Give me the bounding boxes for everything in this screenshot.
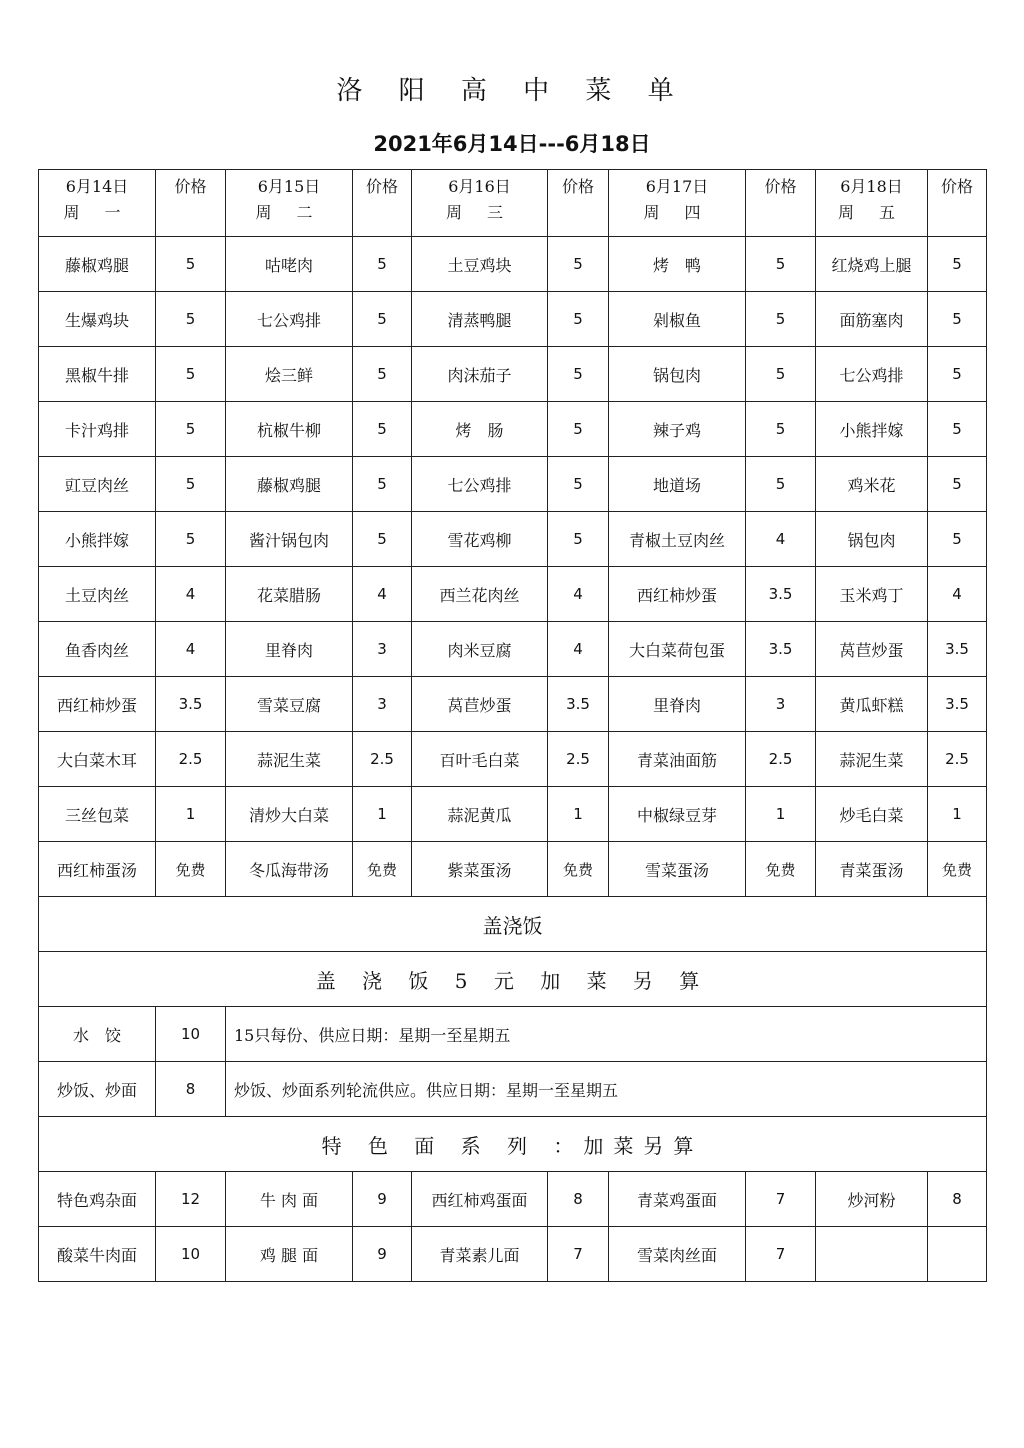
dish-price: 1 bbox=[928, 787, 987, 842]
day-weekday: 周 一 bbox=[63, 203, 131, 222]
dish-name: 烤 肠 bbox=[412, 402, 548, 457]
dish-name: 红烧鸡上腿 bbox=[816, 237, 928, 292]
item-price: 10 bbox=[156, 1007, 226, 1062]
section-row bbox=[39, 1117, 987, 1172]
day-weekday: 周 五 bbox=[837, 203, 906, 222]
dish-name: 莴苣炒蛋 bbox=[816, 622, 928, 677]
dish-price: 免费 bbox=[746, 842, 816, 897]
noodle-section-heading: 特 色 面 系 列 ：加菜另算 bbox=[39, 1117, 987, 1172]
day-date: 6月14日 bbox=[65, 177, 129, 196]
dish-price: 2.5 bbox=[353, 732, 412, 787]
dish-price: 1 bbox=[353, 787, 412, 842]
table-row bbox=[39, 347, 987, 402]
dish-name: 肉米豆腐 bbox=[412, 622, 548, 677]
dish-price: 2.5 bbox=[746, 732, 816, 787]
dish-price: 9 bbox=[353, 1172, 412, 1227]
dish-price: 5 bbox=[353, 402, 412, 457]
table-row bbox=[39, 512, 987, 567]
header-row bbox=[39, 170, 987, 237]
dish-name: 面筋塞肉 bbox=[816, 292, 928, 347]
dish-price: 4 bbox=[928, 567, 987, 622]
dish-name: 锅包肉 bbox=[609, 347, 746, 402]
menu-table bbox=[38, 169, 987, 1282]
dish-price: 1 bbox=[156, 787, 226, 842]
day-date: 6月17日 bbox=[645, 177, 709, 196]
item-description: 15只每份、供应日期：星期一至星期五 bbox=[226, 1007, 987, 1062]
day-weekday: 周 三 bbox=[445, 203, 514, 222]
dish-name: 雪菜蛋汤 bbox=[609, 842, 746, 897]
dish-name: 酸菜牛肉面 bbox=[39, 1227, 156, 1282]
dish-price: 5 bbox=[353, 292, 412, 347]
dish-name: 蒜泥生菜 bbox=[226, 732, 353, 787]
dish-price: 3.5 bbox=[548, 677, 609, 732]
dish-price: 免费 bbox=[548, 842, 609, 897]
dish-price: 5 bbox=[548, 457, 609, 512]
dish-name: 中椒绿豆芽 bbox=[609, 787, 746, 842]
page-title: 洛 阳 高 中 菜 单 bbox=[336, 76, 688, 106]
table-row bbox=[39, 622, 987, 677]
dish-name: 大白菜木耳 bbox=[39, 732, 156, 787]
dish-price: 5 bbox=[928, 457, 987, 512]
dish-price: 5 bbox=[548, 347, 609, 402]
table-row bbox=[39, 677, 987, 732]
dish-name: 黄瓜虾糕 bbox=[816, 677, 928, 732]
table-row bbox=[39, 1172, 987, 1227]
dish-price: 5 bbox=[353, 512, 412, 567]
dish-name: 炒河粉 bbox=[816, 1172, 928, 1227]
dish-name: 青菜油面筋 bbox=[609, 732, 746, 787]
dish-price: 1 bbox=[548, 787, 609, 842]
dish-name: 西红柿炒蛋 bbox=[609, 567, 746, 622]
dish-price: 2.5 bbox=[548, 732, 609, 787]
dish-name: 七公鸡排 bbox=[412, 457, 548, 512]
dish-name: 莴苣炒蛋 bbox=[412, 677, 548, 732]
rice-section-heading: 盖浇饭 bbox=[39, 897, 987, 952]
dish-name bbox=[816, 1227, 928, 1282]
price-header: 价格 bbox=[928, 170, 987, 237]
table-row bbox=[39, 787, 987, 842]
dish-price: 7 bbox=[746, 1227, 816, 1282]
dish-name: 清炒大白菜 bbox=[226, 787, 353, 842]
dish-price: 5 bbox=[746, 292, 816, 347]
table-row bbox=[39, 237, 987, 292]
dish-name: 西红柿鸡蛋面 bbox=[412, 1172, 548, 1227]
dish-price: 4 bbox=[548, 567, 609, 622]
table-row bbox=[39, 292, 987, 347]
dish-price bbox=[928, 1227, 987, 1282]
dish-name: 鱼香肉丝 bbox=[39, 622, 156, 677]
table-row bbox=[39, 402, 987, 457]
dish-name: 辣子鸡 bbox=[609, 402, 746, 457]
dish-name: 青菜蛋汤 bbox=[816, 842, 928, 897]
table-row bbox=[39, 1007, 987, 1062]
dish-price: 5 bbox=[746, 237, 816, 292]
dish-name: 牛 肉 面 bbox=[226, 1172, 353, 1227]
dish-name: 卡汁鸡排 bbox=[39, 402, 156, 457]
day-date: 6月16日 bbox=[448, 177, 511, 196]
price-header: 价格 bbox=[746, 170, 816, 237]
dish-price: 5 bbox=[928, 292, 987, 347]
dish-name: 西红柿蛋汤 bbox=[39, 842, 156, 897]
dish-price: 5 bbox=[353, 237, 412, 292]
dish-price: 3.5 bbox=[928, 622, 987, 677]
dish-price: 5 bbox=[746, 402, 816, 457]
day-header bbox=[816, 170, 928, 237]
day-header bbox=[609, 170, 746, 237]
dish-name: 雪菜肉丝面 bbox=[609, 1227, 746, 1282]
dish-price: 8 bbox=[548, 1172, 609, 1227]
dish-name: 七公鸡排 bbox=[816, 347, 928, 402]
dish-name: 青菜素儿面 bbox=[412, 1227, 548, 1282]
dish-name: 三丝包菜 bbox=[39, 787, 156, 842]
dish-name: 西红柿炒蛋 bbox=[39, 677, 156, 732]
dish-name: 豇豆肉丝 bbox=[39, 457, 156, 512]
dish-price: 3 bbox=[353, 622, 412, 677]
date-range: 2021年6月14日---6月18日 bbox=[373, 132, 651, 156]
dish-price: 5 bbox=[928, 347, 987, 402]
dish-price: 9 bbox=[353, 1227, 412, 1282]
dish-name: 小熊拌嫁 bbox=[816, 402, 928, 457]
dish-name: 雪菜豆腐 bbox=[226, 677, 353, 732]
dish-price: 5 bbox=[156, 292, 226, 347]
dish-price: 5 bbox=[746, 457, 816, 512]
dish-name: 蒜泥黄瓜 bbox=[412, 787, 548, 842]
dish-name: 百叶毛白菜 bbox=[412, 732, 548, 787]
dish-price: 免费 bbox=[353, 842, 412, 897]
rice-section-note: 盖 浇 饭 5 元 加 菜 另 算 bbox=[39, 952, 987, 1007]
day-date: 6月18日 bbox=[840, 177, 903, 196]
dish-name: 咕咾肉 bbox=[226, 237, 353, 292]
day-date: 6月15日 bbox=[257, 177, 321, 196]
day-header bbox=[226, 170, 353, 237]
dish-price: 5 bbox=[928, 512, 987, 567]
day-weekday: 周 二 bbox=[255, 203, 323, 222]
dish-price: 5 bbox=[548, 402, 609, 457]
dish-price: 10 bbox=[156, 1227, 226, 1282]
dish-name: 烤 鸭 bbox=[609, 237, 746, 292]
day-weekday: 周 四 bbox=[643, 203, 711, 222]
dish-price: 5 bbox=[156, 237, 226, 292]
item-description: 炒饭、炒面系列轮流供应。供应日期：星期一至星期五 bbox=[226, 1062, 987, 1117]
dish-price: 免费 bbox=[156, 842, 226, 897]
table-row bbox=[39, 567, 987, 622]
dish-price: 1 bbox=[746, 787, 816, 842]
dish-price: 5 bbox=[156, 512, 226, 567]
dish-price: 5 bbox=[156, 457, 226, 512]
dish-name: 玉米鸡丁 bbox=[816, 567, 928, 622]
dish-name: 清蒸鸭腿 bbox=[412, 292, 548, 347]
dish-name: 青菜鸡蛋面 bbox=[609, 1172, 746, 1227]
dish-name: 特色鸡杂面 bbox=[39, 1172, 156, 1227]
dish-price: 3.5 bbox=[746, 567, 816, 622]
dish-price: 3 bbox=[353, 677, 412, 732]
dish-price: 5 bbox=[928, 237, 987, 292]
dish-price: 7 bbox=[548, 1227, 609, 1282]
table-row bbox=[39, 457, 987, 512]
dish-name: 冬瓜海带汤 bbox=[226, 842, 353, 897]
day-header bbox=[39, 170, 156, 237]
dish-price: 4 bbox=[156, 567, 226, 622]
dish-price: 3.5 bbox=[746, 622, 816, 677]
dish-name: 杭椒牛柳 bbox=[226, 402, 353, 457]
day-header bbox=[412, 170, 548, 237]
dish-name: 七公鸡排 bbox=[226, 292, 353, 347]
section-row bbox=[39, 952, 987, 1007]
dish-price: 5 bbox=[353, 457, 412, 512]
dish-name: 酱汁锅包肉 bbox=[226, 512, 353, 567]
dish-price: 3.5 bbox=[156, 677, 226, 732]
item-name: 水 饺 bbox=[39, 1007, 156, 1062]
dish-name: 花菜腊肠 bbox=[226, 567, 353, 622]
dish-name: 西兰花肉丝 bbox=[412, 567, 548, 622]
dish-name: 鸡米花 bbox=[816, 457, 928, 512]
item-name: 炒饭、炒面 bbox=[39, 1062, 156, 1117]
dish-name: 烩三鲜 bbox=[226, 347, 353, 402]
dish-price: 3.5 bbox=[928, 677, 987, 732]
dish-price: 3 bbox=[746, 677, 816, 732]
dish-price: 4 bbox=[746, 512, 816, 567]
price-header: 价格 bbox=[156, 170, 226, 237]
dish-name: 藤椒鸡腿 bbox=[226, 457, 353, 512]
dish-price: 5 bbox=[353, 347, 412, 402]
dish-price: 5 bbox=[548, 237, 609, 292]
dish-name: 剁椒鱼 bbox=[609, 292, 746, 347]
dish-name: 黑椒牛排 bbox=[39, 347, 156, 402]
item-price: 8 bbox=[156, 1062, 226, 1117]
dish-price: 2.5 bbox=[928, 732, 987, 787]
dish-name: 紫菜蛋汤 bbox=[412, 842, 548, 897]
dish-name: 雪花鸡柳 bbox=[412, 512, 548, 567]
dish-price: 4 bbox=[156, 622, 226, 677]
dish-name: 里脊肉 bbox=[609, 677, 746, 732]
dish-price: 免费 bbox=[928, 842, 987, 897]
dish-price: 12 bbox=[156, 1172, 226, 1227]
dish-name: 地道场 bbox=[609, 457, 746, 512]
dish-name: 炒毛白菜 bbox=[816, 787, 928, 842]
dish-price: 4 bbox=[353, 567, 412, 622]
dish-price: 4 bbox=[548, 622, 609, 677]
dish-price: 5 bbox=[156, 402, 226, 457]
dish-price: 5 bbox=[928, 402, 987, 457]
dish-name: 里脊肉 bbox=[226, 622, 353, 677]
dish-name: 土豆肉丝 bbox=[39, 567, 156, 622]
dish-name: 蒜泥生菜 bbox=[816, 732, 928, 787]
dish-name: 肉沫茄子 bbox=[412, 347, 548, 402]
dish-price: 2.5 bbox=[156, 732, 226, 787]
section-row bbox=[39, 897, 987, 952]
dish-name: 大白菜荷包蛋 bbox=[609, 622, 746, 677]
table-row bbox=[39, 1227, 987, 1282]
dish-name: 锅包肉 bbox=[816, 512, 928, 567]
dish-price: 5 bbox=[156, 347, 226, 402]
dish-price: 8 bbox=[928, 1172, 987, 1227]
dish-name: 土豆鸡块 bbox=[412, 237, 548, 292]
table-row bbox=[39, 732, 987, 787]
table-row bbox=[39, 842, 987, 897]
dish-price: 5 bbox=[746, 347, 816, 402]
price-header: 价格 bbox=[548, 170, 609, 237]
dish-price: 7 bbox=[746, 1172, 816, 1227]
dish-name: 小熊拌嫁 bbox=[39, 512, 156, 567]
table-row bbox=[39, 1062, 987, 1117]
dish-name: 鸡 腿 面 bbox=[226, 1227, 353, 1282]
dish-price: 5 bbox=[548, 292, 609, 347]
dish-name: 生爆鸡块 bbox=[39, 292, 156, 347]
dish-price: 5 bbox=[548, 512, 609, 567]
dish-name: 藤椒鸡腿 bbox=[39, 237, 156, 292]
price-header: 价格 bbox=[353, 170, 412, 237]
dish-name: 青椒土豆肉丝 bbox=[609, 512, 746, 567]
